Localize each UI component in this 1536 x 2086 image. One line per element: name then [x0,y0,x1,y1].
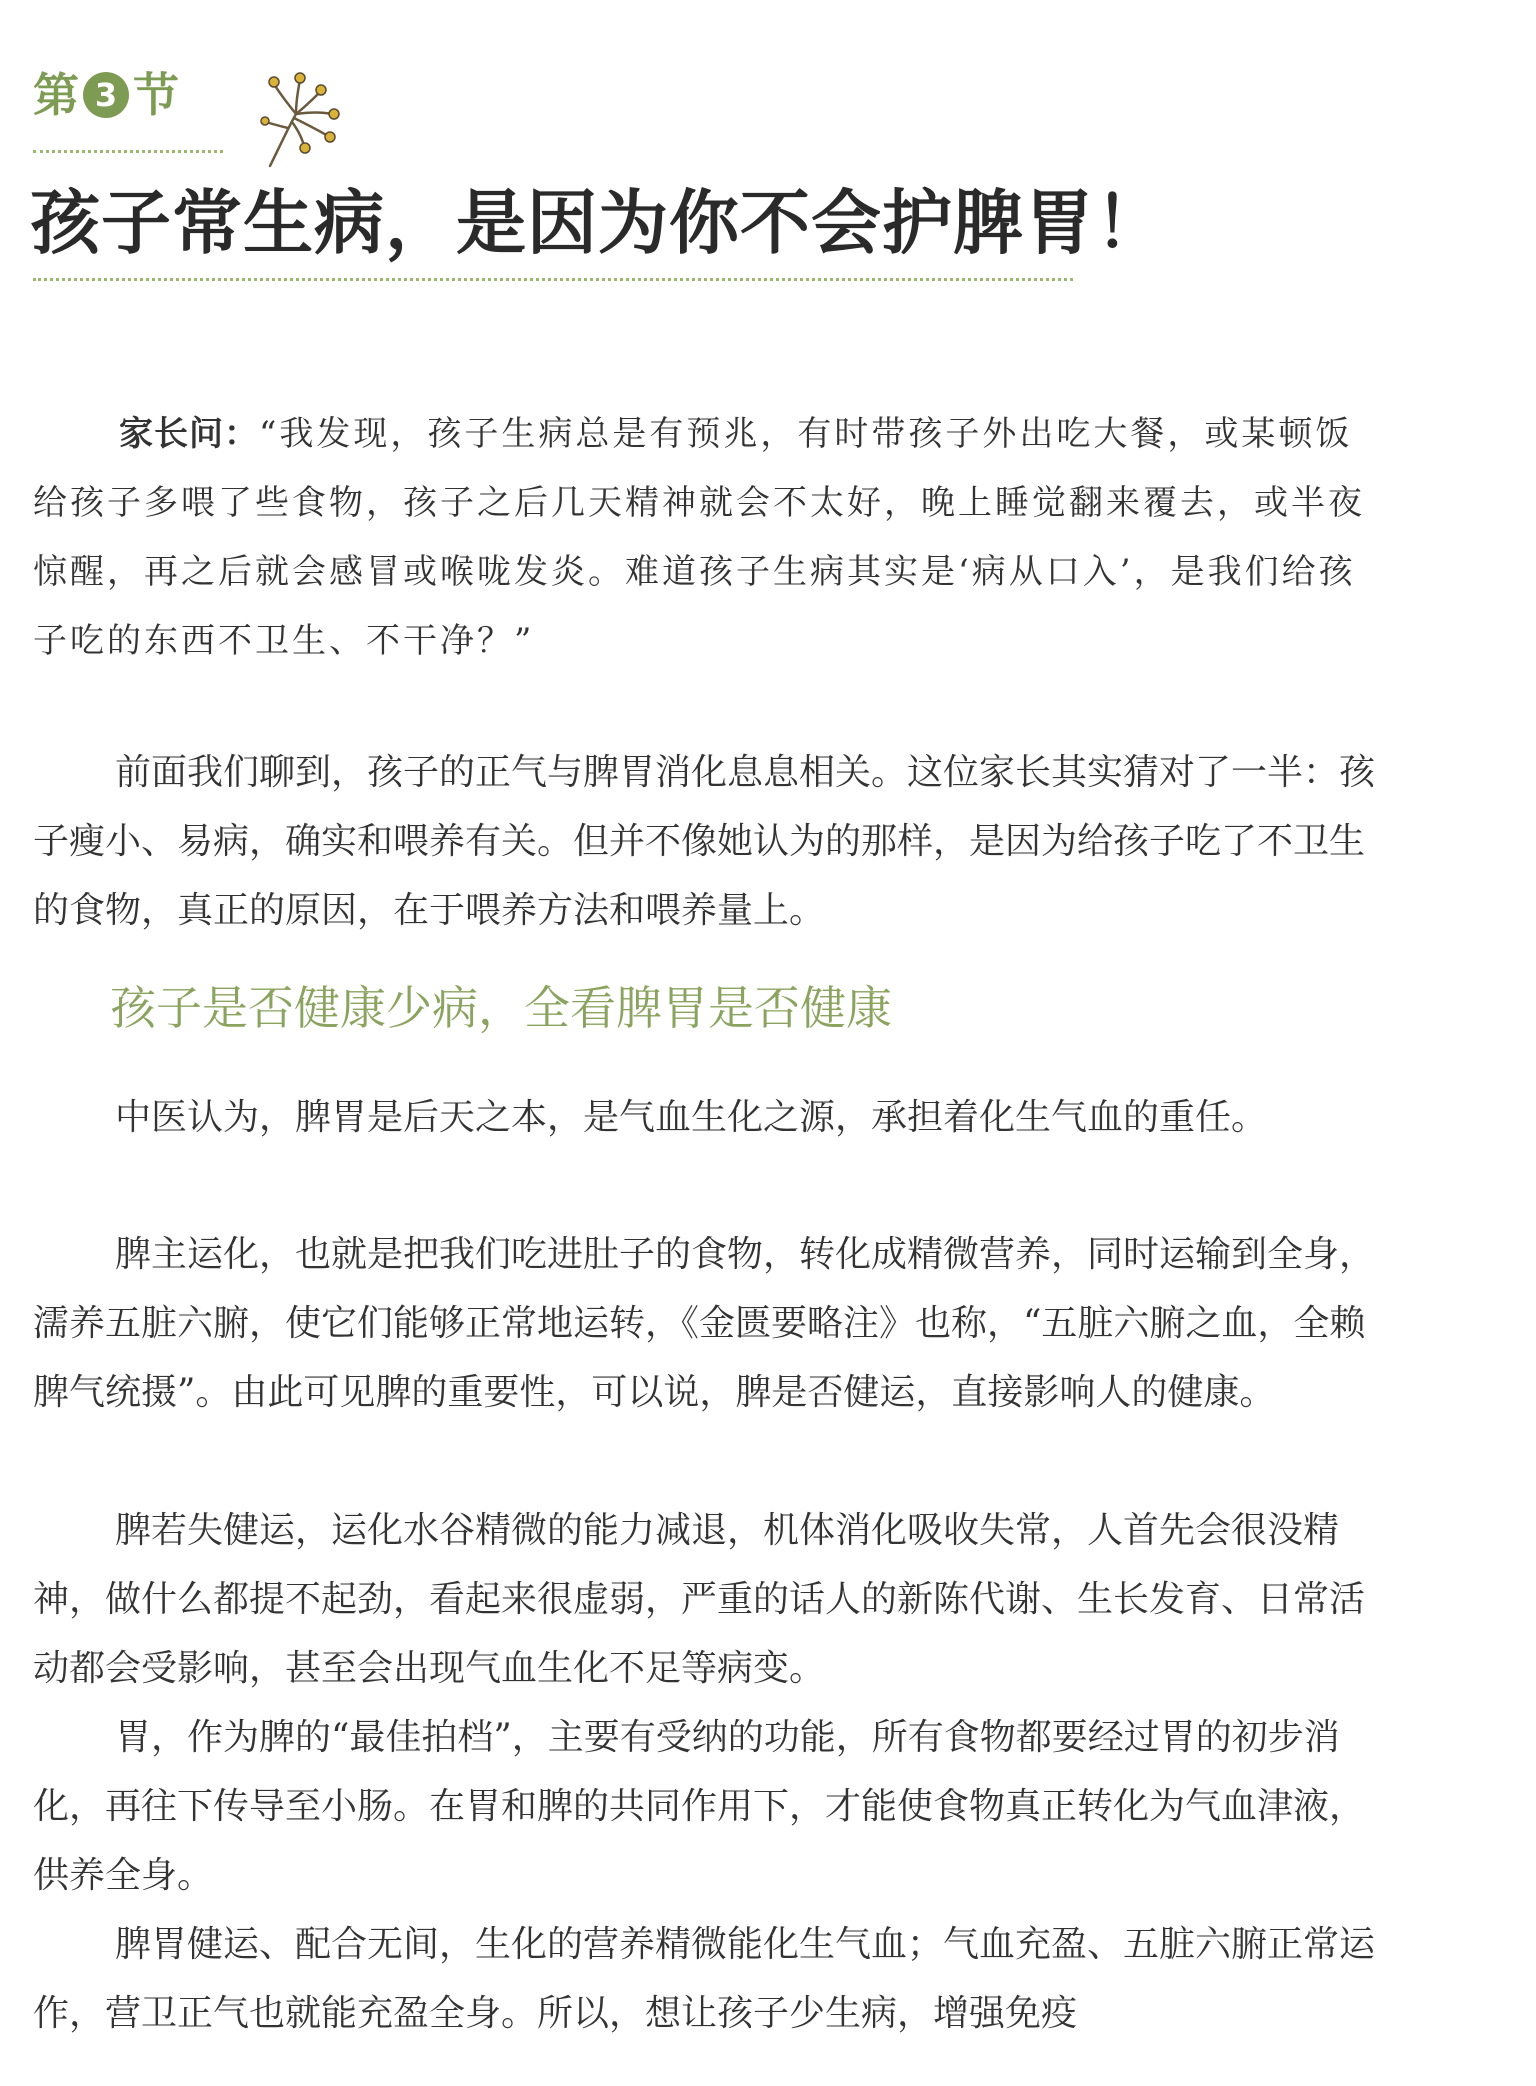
page-title: 孩子常生病，是因为你不会护脾胃！ [30,182,1166,264]
section-suffix: 节 [133,68,179,122]
title-underline [33,278,1073,281]
parent-question [33,400,1383,676]
question-text: “我发现，孩子生病总是有预兆，有时带孩子外出吃大餐，或某顿饭给孩子多喂了些食物，孩子之后几天精神就会不太好，晚上睡觉翻来覆去，或半夜惊醒，再之后就会感冒或喉咙发炎。难道孩子生病其实是‘病从口入’，是我们给孩子吃的东西不卫生、不干净？” [33,414,1365,661]
intro-paragraph: 前面我们聊到，孩子的正气与脾胃消化息息相关。这位家长其实猜对了一半：孩子瘦小、易病，确实和喂养有关。但并不像她认为的那样，是因为给孩子吃了不卫生的食物，真正的原因，在于喂养方法和喂养量上。 [33,752,1376,931]
body-paragraph: 脾若失健运，运化水谷精微的能力减退，机体消化吸收失常，人首先会很没精神，做什么都提不起劲，看起来很虚弱，严重的话人的新陈代谢、生长发育、日常活动都会受影响，甚至会出现气血生化不足等病变。 [33,1510,1366,1689]
body-paragraph: 脾胃健运、配合无间，生化的营养精微能化生气血；气血充盈、五脏六腑正常运作，营卫正气也就能充盈全身。所以，想让孩子少生病，增强免疫 [33,1924,1376,2034]
section-number-badge: 3 [83,72,129,118]
body-paragraph: 胃，作为脾的“最佳拍档”，主要有受纳的功能，所有食物都要经过胃的初步消化，再往下传导至小肠。在胃和脾的共同作用下，才能使食物真正转化为气血津液，供养全身。 [33,1717,1366,1896]
question-label: 家长问： [119,414,259,454]
section-label [33,68,179,122]
section-prefix: 第 [33,68,79,122]
section-subheading: 孩子是否健康少病，全看脾胃是否健康 [110,981,892,1035]
body-paragraph: 脾主运化，也就是把我们吃进肚子的食物，转化成精微营养，同时运输到全身，濡养五脏六腑，使它们能够正常地运转，《金匮要略注》也称，“五脏六腑之血，全赖脾气统摄”。由此可见脾的重要性，可以说，脾是否健运，直接影响人的健康。 [33,1234,1376,1413]
section-label-underline [33,150,223,153]
flower-sprig-icon [258,70,350,170]
body-paragraph: 中医认为，脾胃是后天之本，是气血生化之源，承担着化生气血的重任。 [115,1097,1268,1138]
